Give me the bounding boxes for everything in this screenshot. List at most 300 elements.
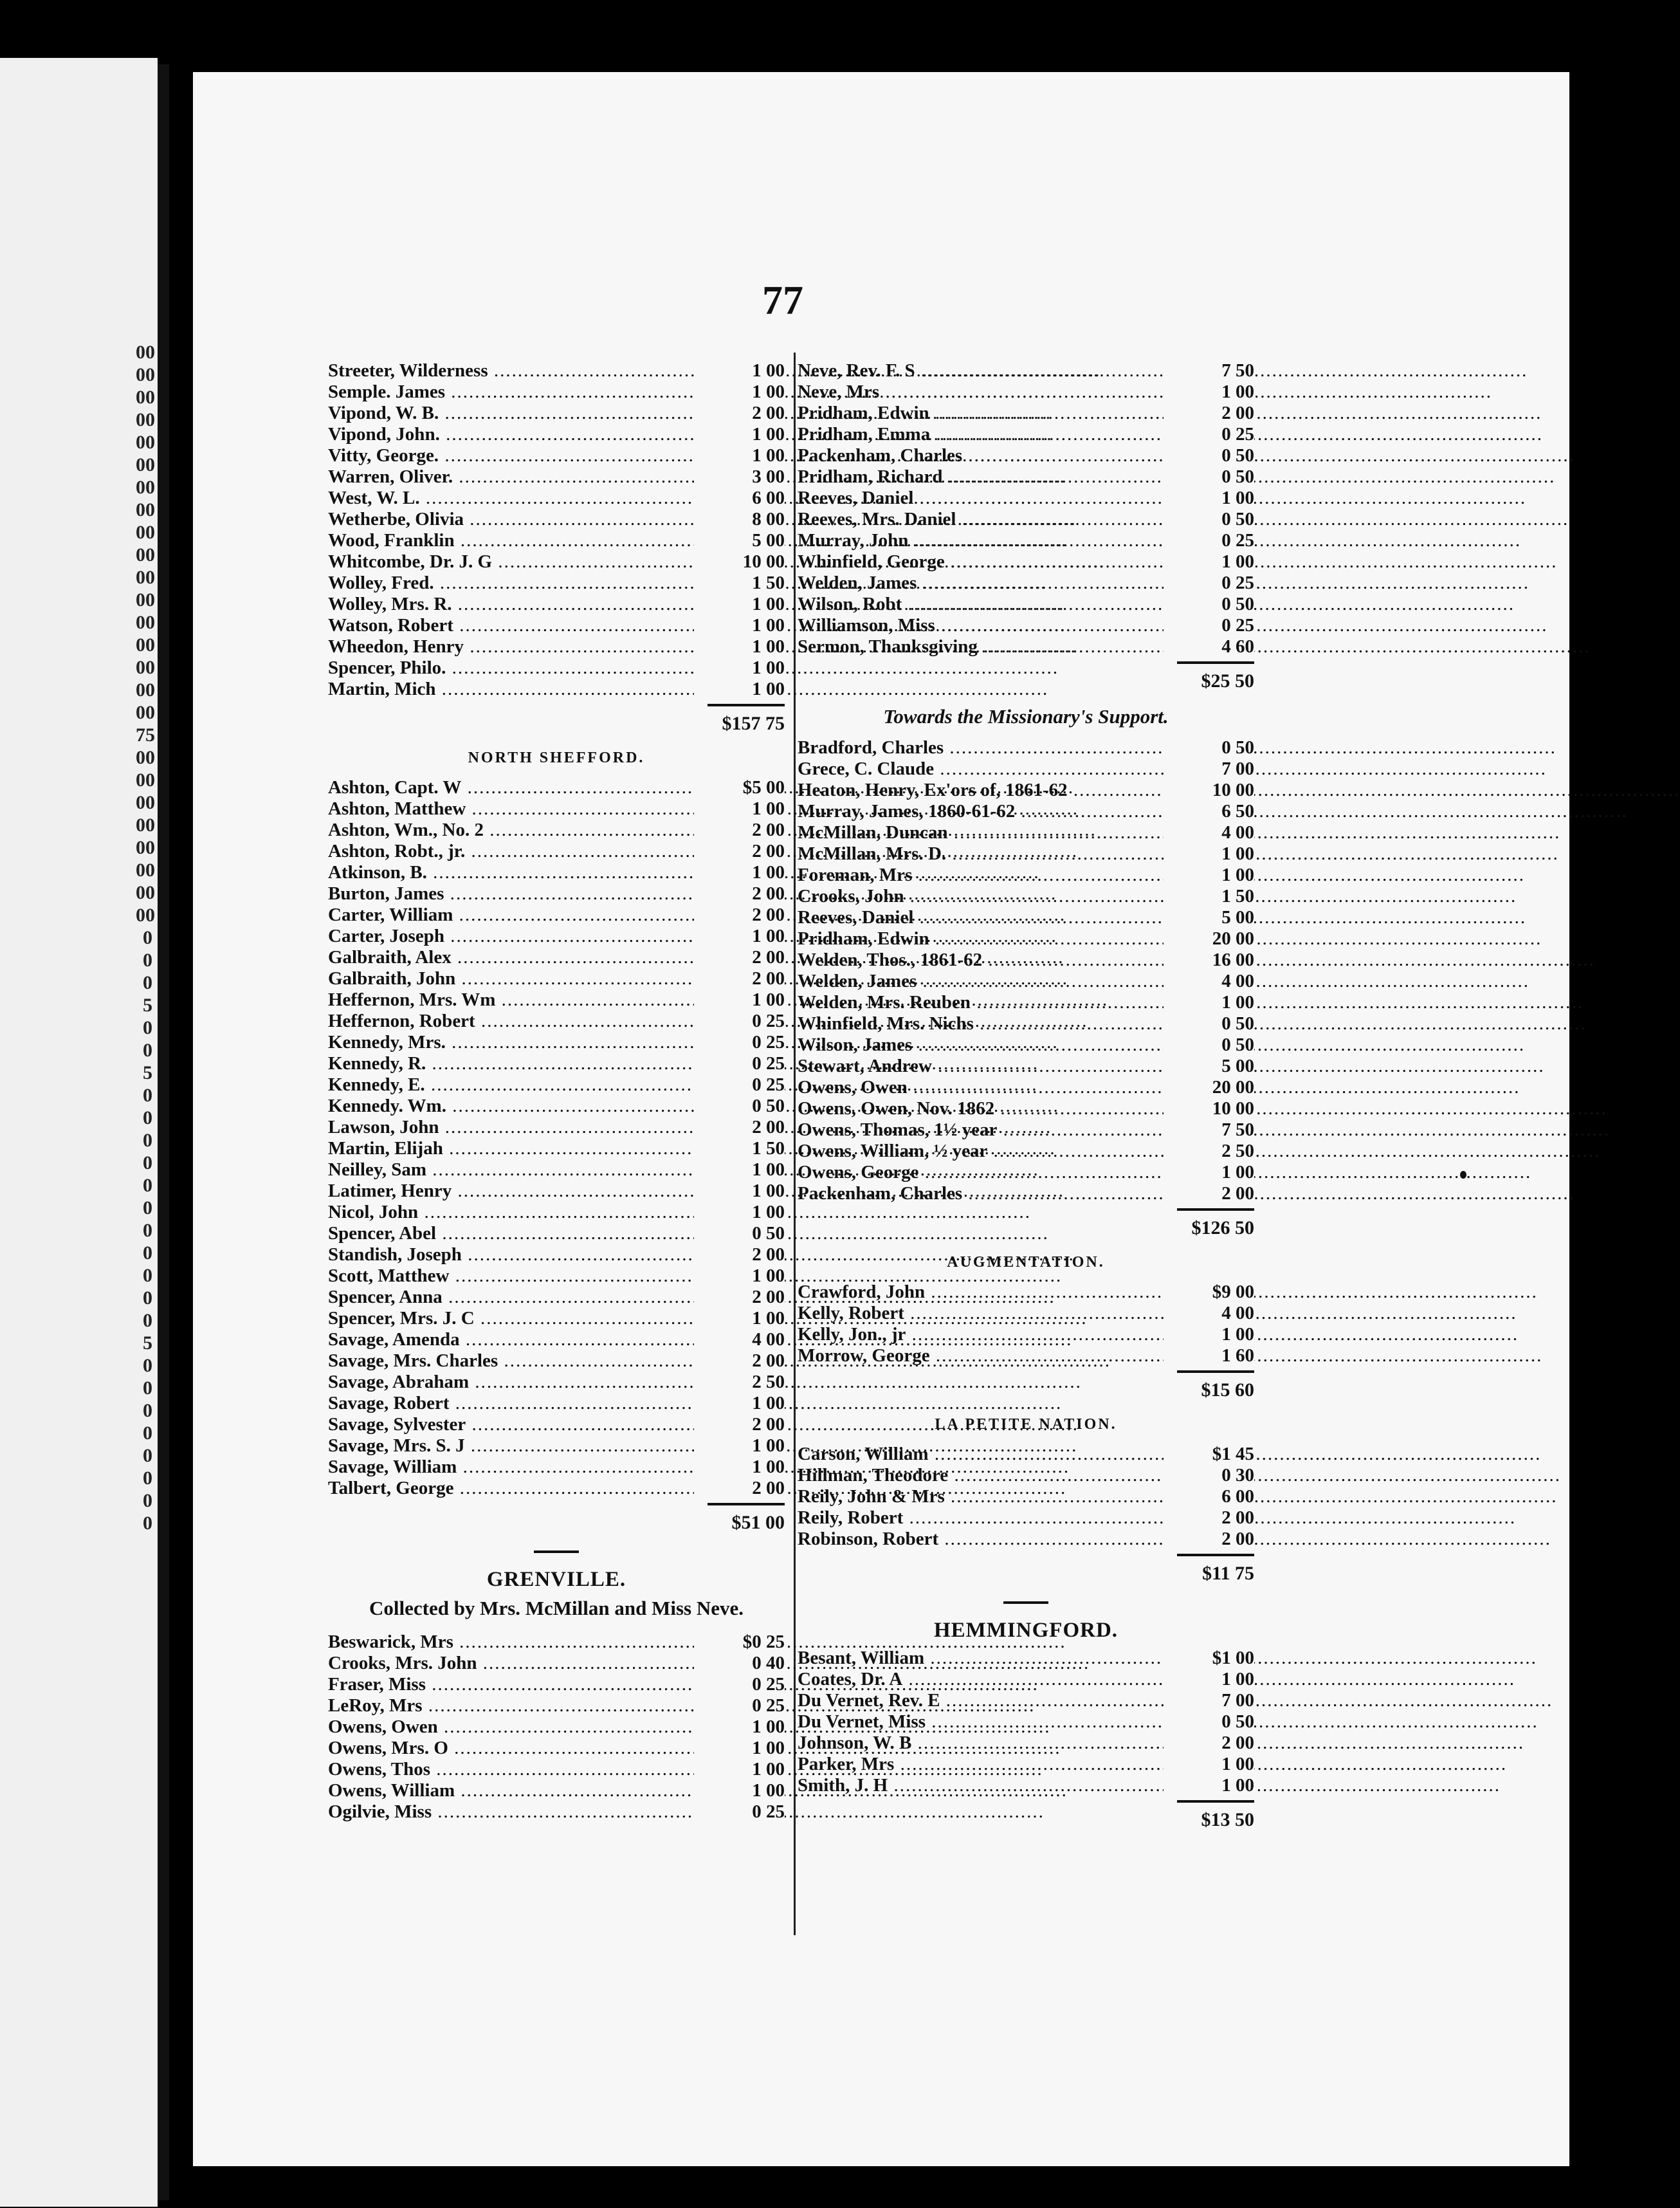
subscription-amount: 10 00 bbox=[694, 551, 785, 573]
amount-fragment: 0 bbox=[143, 1377, 152, 1399]
subscription-amount: 5 00 bbox=[1164, 907, 1254, 928]
subscriber-name: Welden, James ..... bbox=[798, 573, 1171, 594]
subscription-amount: 1 00 bbox=[1164, 1162, 1254, 1183]
subscriber-row bbox=[328, 1032, 785, 1053]
subscription-amount: 6 00 bbox=[694, 488, 785, 509]
subscription-amount: $5 00 bbox=[694, 777, 785, 798]
subscription-amount: 1 00 bbox=[1164, 1669, 1254, 1690]
subscriber-row bbox=[798, 1444, 1254, 1465]
subscription-amount: 1 00 bbox=[1164, 551, 1254, 573]
subscriber-name: Packenham, Charles ..... bbox=[798, 1183, 1171, 1204]
amount-fragment: 0 bbox=[143, 1287, 152, 1309]
subscriber-name: Wilson, James ..... bbox=[798, 1035, 1171, 1056]
subscriber-row bbox=[328, 968, 785, 989]
subscriber-row bbox=[328, 488, 785, 509]
subscriber-row bbox=[798, 1077, 1254, 1098]
subscription-amount: 1 00 bbox=[1164, 1754, 1254, 1775]
subscriber-name: Streeter, Wilderness ..... bbox=[328, 360, 701, 382]
subscription-amount: 1 00 bbox=[694, 1265, 785, 1287]
subscription-amount: 7 50 bbox=[1164, 1119, 1254, 1141]
subscriber-row bbox=[798, 1648, 1254, 1669]
section-heading-la-petite-nation: LA PETITE NATION. bbox=[935, 1416, 1117, 1433]
subscriber-list bbox=[798, 737, 1254, 1204]
subscription-amount: 0 40 bbox=[694, 1653, 785, 1674]
subscriber-row bbox=[798, 928, 1254, 950]
subscription-amount: 0 25 bbox=[694, 1674, 785, 1695]
subscription-amount: 5 00 bbox=[694, 530, 785, 551]
subscriber-row bbox=[798, 636, 1254, 658]
amount-fragment: 0 bbox=[143, 1175, 152, 1196]
subscriber-name: Owens, Mrs. O ..... bbox=[328, 1738, 701, 1759]
subscriber-name: Standish, Joseph ..... bbox=[328, 1244, 701, 1265]
subscriber-name: Kelly, Jon., jr ..... bbox=[798, 1324, 1171, 1345]
subscription-amount: 2 00 bbox=[694, 1244, 785, 1265]
subscriber-row bbox=[798, 1162, 1254, 1183]
subscriber-row bbox=[328, 445, 785, 466]
section-heading-north-shefford: NORTH SHEFFORD. bbox=[468, 750, 645, 766]
amount-fragment: 0 bbox=[143, 972, 152, 993]
amount-fragment: 5 bbox=[143, 1332, 152, 1354]
amount-fragment: 00 bbox=[136, 387, 155, 408]
amount-fragment: 00 bbox=[136, 432, 155, 453]
subscriber-row bbox=[798, 992, 1254, 1013]
amount-fragment: 00 bbox=[136, 477, 155, 498]
subscription-amount: 1 00 bbox=[694, 360, 785, 382]
subscriber-name: Pridham, Edwin ..... bbox=[798, 928, 1171, 950]
subscriber-row bbox=[328, 1329, 785, 1350]
subscription-amount: $1 00 bbox=[1164, 1648, 1254, 1669]
amount-fragment: 00 bbox=[136, 882, 155, 903]
subscriber-name: Pridham, Emma ..... bbox=[798, 424, 1171, 445]
subscription-amount: $9 00 bbox=[1164, 1282, 1254, 1303]
subscriber-row bbox=[798, 1529, 1254, 1550]
subscription-amount: 0 25 bbox=[694, 1032, 785, 1053]
subscriber-name: Wetherbe, Olivia ..... bbox=[328, 509, 701, 530]
amount-fragment: 0 bbox=[143, 1040, 152, 1061]
left-page-amount-fragments bbox=[136, 341, 155, 1534]
subscription-amount: 1 00 bbox=[694, 1759, 785, 1780]
subscription-amount: 1 00 bbox=[694, 1159, 785, 1181]
amount-fragment: 0 bbox=[143, 1467, 152, 1489]
subscriber-name: Robinson, Robert ..... bbox=[798, 1529, 1171, 1550]
amount-fragment: 00 bbox=[136, 589, 155, 611]
amount-fragment: 00 bbox=[136, 567, 155, 588]
subscription-amount: 2 00 bbox=[694, 820, 785, 841]
subscriber-row bbox=[798, 1690, 1254, 1711]
subscription-amount: 2 00 bbox=[694, 1350, 785, 1372]
subscriber-row bbox=[328, 926, 785, 947]
subscriber-list bbox=[328, 360, 785, 700]
subscriber-name: Fraser, Miss ..... bbox=[328, 1674, 701, 1695]
subscription-amount: 1 00 bbox=[694, 636, 785, 658]
subscriber-row bbox=[798, 801, 1254, 822]
subtotal-amount: $157 75 bbox=[722, 713, 785, 734]
subscriber-name: Martin, Mich ..... bbox=[328, 679, 701, 700]
amount-fragment: 00 bbox=[136, 769, 155, 791]
subscription-amount: 6 00 bbox=[1164, 1486, 1254, 1507]
subscriber-row bbox=[798, 759, 1254, 780]
subscriber-name: Besant, William ..... bbox=[798, 1648, 1171, 1669]
subscription-amount: 4 00 bbox=[694, 1329, 785, 1350]
subscription-amount: 0 25 bbox=[694, 1801, 785, 1823]
subscriber-row bbox=[328, 360, 785, 382]
subscriber-row bbox=[798, 1098, 1254, 1119]
subscriber-row bbox=[328, 1653, 785, 1674]
amount-fragment: 00 bbox=[136, 612, 155, 633]
right-column bbox=[798, 360, 1254, 1835]
subscriber-name: Welden, James ..... bbox=[798, 971, 1171, 992]
subscriber-row bbox=[798, 1465, 1254, 1486]
subscription-amount: 3 00 bbox=[694, 466, 785, 488]
subtotal-amount: $126 50 bbox=[1191, 1217, 1254, 1238]
left-column bbox=[328, 360, 785, 1823]
subscriber-name: Neve, Mrs ..... bbox=[798, 382, 1171, 403]
subscription-amount: 1 00 bbox=[1164, 992, 1254, 1013]
subscription-amount: 1 50 bbox=[694, 573, 785, 594]
subscriber-name: Pridham, Richard ..... bbox=[798, 466, 1171, 488]
subscription-amount: 16 00 bbox=[1164, 950, 1254, 971]
subscriber-name: Ashton, Wm., No. 2 ..... bbox=[328, 820, 701, 841]
subscription-amount: 1 60 bbox=[1164, 1345, 1254, 1366]
subscriber-row bbox=[798, 1775, 1254, 1796]
subscription-amount: 1 00 bbox=[694, 679, 785, 700]
amount-fragment: 00 bbox=[136, 905, 155, 926]
subscriber-row bbox=[798, 530, 1254, 551]
subscriber-row bbox=[328, 615, 785, 636]
subscriber-name: Lawson, John ..... bbox=[328, 1117, 701, 1138]
subscription-amount: 2 00 bbox=[1164, 403, 1254, 424]
subscriber-row bbox=[328, 1287, 785, 1308]
subscriber-row bbox=[328, 947, 785, 968]
amount-fragment: 0 bbox=[143, 950, 152, 971]
subscriber-name: Savage, Mrs. S. J ..... bbox=[328, 1435, 701, 1457]
subscription-amount: 1 00 bbox=[694, 1393, 785, 1414]
subscriber-name: Carter, Joseph ..... bbox=[328, 926, 701, 947]
subscriber-row bbox=[328, 820, 785, 841]
subscriber-name: Atkinson, B. ..... bbox=[328, 862, 701, 883]
subscriber-name: Kennedy, E. ..... bbox=[328, 1074, 701, 1096]
subscription-amount: 2 00 bbox=[1164, 1507, 1254, 1529]
subscriber-name: Kennedy, Mrs. ..... bbox=[328, 1032, 701, 1053]
collection-note: Collected by Mrs. McMillan and Miss Neve. bbox=[369, 1597, 744, 1619]
subscriber-name: Scott, Matthew ..... bbox=[328, 1265, 701, 1287]
subtotal-amount: $25 50 bbox=[1201, 670, 1254, 692]
subscription-amount: 2 00 bbox=[694, 403, 785, 424]
subtotal bbox=[798, 1550, 1254, 1588]
amount-fragment: 75 bbox=[136, 724, 155, 746]
subscriber-row bbox=[328, 424, 785, 445]
subscription-amount: 6 50 bbox=[1164, 801, 1254, 822]
subscriber-name: Carter, William ..... bbox=[328, 905, 701, 926]
subscriber-row bbox=[328, 1074, 785, 1096]
subscriber-name: Whinfield, George ..... bbox=[798, 551, 1171, 573]
amount-fragment: 00 bbox=[136, 634, 155, 656]
subscriber-name: Coates, Dr. A ..... bbox=[798, 1669, 1171, 1690]
subscriber-name: Carson, William ..... bbox=[798, 1444, 1171, 1465]
subscriber-row bbox=[328, 1738, 785, 1759]
subscriber-row bbox=[798, 1056, 1254, 1077]
subscriber-row bbox=[328, 1695, 785, 1716]
subscriber-row bbox=[798, 488, 1254, 509]
subtotal-amount: $51 00 bbox=[731, 1512, 785, 1533]
subscriber-row bbox=[328, 1350, 785, 1372]
subscriber-name: Welden, Thos., 1861-62 ..... bbox=[798, 950, 1171, 971]
subscriber-name: Vitty, George. ..... bbox=[328, 445, 701, 466]
subscriber-name: Du Vernet, Miss ..... bbox=[798, 1711, 1171, 1733]
subscriber-name: Murray, John ..... bbox=[798, 530, 1171, 551]
subscriber-row bbox=[328, 1011, 785, 1032]
subscriber-name: Kelly, Robert ..... bbox=[798, 1303, 1171, 1324]
subscription-amount: 0 50 bbox=[1164, 466, 1254, 488]
subscriber-name: Williamson, Miss ..... bbox=[798, 615, 1171, 636]
subscriber-row bbox=[328, 530, 785, 551]
subscription-amount: 1 00 bbox=[694, 382, 785, 403]
subscription-amount: 0 30 bbox=[1164, 1465, 1254, 1486]
subscriber-row bbox=[798, 1486, 1254, 1507]
subscriber-name: Owens, Owen ..... bbox=[328, 1716, 701, 1738]
subscriber-name: Talbert, George ..... bbox=[328, 1478, 701, 1499]
amount-fragment: 0 bbox=[143, 1017, 152, 1038]
subscriber-name: Heffernon, Mrs. Wm ..... bbox=[328, 989, 701, 1011]
subscriber-row bbox=[328, 1393, 785, 1414]
subscription-amount: 7 00 bbox=[1164, 759, 1254, 780]
amount-fragment: 0 bbox=[143, 1422, 152, 1444]
subscription-amount: 4 00 bbox=[1164, 1303, 1254, 1324]
subscriber-row bbox=[798, 594, 1254, 615]
subscription-amount: 1 00 bbox=[1164, 1324, 1254, 1345]
subscriber-list bbox=[798, 1282, 1254, 1366]
subscriber-row bbox=[798, 1303, 1254, 1324]
amount-fragment: 00 bbox=[136, 454, 155, 475]
subscriber-name: Galbraith, John ..... bbox=[328, 968, 701, 989]
subscriber-list bbox=[798, 1444, 1254, 1550]
subscriber-name: Savage, Amenda ..... bbox=[328, 1329, 701, 1350]
subscriber-name: Owens, Owen ..... bbox=[798, 1077, 1171, 1098]
subscriber-name: Owens, Owen, Nov. 1862 ..... bbox=[798, 1098, 1171, 1119]
subscription-amount: 1 00 bbox=[1164, 1775, 1254, 1796]
subscription-amount: 0 50 bbox=[694, 1096, 785, 1117]
subscription-amount: 4 00 bbox=[1164, 822, 1254, 843]
subscription-amount: 1 00 bbox=[1164, 843, 1254, 865]
subscriber-row bbox=[328, 1674, 785, 1695]
subscription-amount: 0 25 bbox=[694, 1053, 785, 1074]
subscriber-name: Owens, William ..... bbox=[328, 1780, 701, 1801]
subscription-amount: 2 00 bbox=[694, 905, 785, 926]
subscriber-name: Ashton, Robt., jr. ..... bbox=[328, 841, 701, 862]
subscriber-row bbox=[328, 1265, 785, 1287]
subscriber-name: Owens, Thos ..... bbox=[328, 1759, 701, 1780]
subscription-amount: 1 00 bbox=[694, 862, 785, 883]
subscriber-row bbox=[328, 841, 785, 862]
amount-fragment: 0 bbox=[143, 1490, 152, 1511]
subscription-amount: 0 50 bbox=[694, 1223, 785, 1244]
subscription-amount: 0 25 bbox=[1164, 615, 1254, 636]
subscriber-name: Nicol, John ..... bbox=[328, 1202, 701, 1223]
amount-fragment: 00 bbox=[136, 747, 155, 768]
subscription-amount: 1 00 bbox=[694, 1181, 785, 1202]
subscription-amount: 0 50 bbox=[1164, 737, 1254, 759]
subscriber-row bbox=[798, 1733, 1254, 1754]
amount-fragment: 5 bbox=[143, 995, 152, 1016]
subtotal-amount: $13 50 bbox=[1201, 1809, 1254, 1830]
subscriber-row bbox=[798, 360, 1254, 382]
subscriber-row bbox=[798, 615, 1254, 636]
subscriber-name: Packenham, Charles ..... bbox=[798, 445, 1171, 466]
subtotal bbox=[798, 1204, 1254, 1243]
subscriber-name: Spencer, Mrs. J. C ..... bbox=[328, 1308, 701, 1329]
subscription-amount: 1 00 bbox=[694, 798, 785, 820]
subscription-amount: 2 00 bbox=[694, 1414, 785, 1435]
subtotal bbox=[798, 1796, 1254, 1835]
subscription-amount: 1 50 bbox=[1164, 886, 1254, 907]
subtotal-amount: $11 75 bbox=[1202, 1563, 1254, 1584]
subscriber-name: Owens, William, ½ year ..... bbox=[798, 1141, 1171, 1162]
subscriber-name: Savage, Robert ..... bbox=[328, 1393, 701, 1414]
subscriber-name: Pridham, Edwin ..... bbox=[798, 403, 1171, 424]
subscriber-row bbox=[798, 1324, 1254, 1345]
subscriber-row bbox=[328, 509, 785, 530]
subscription-amount: 1 00 bbox=[694, 445, 785, 466]
subscriber-name: Reeves, Daniel ..... bbox=[798, 488, 1171, 509]
subscription-amount: 2 00 bbox=[1164, 1183, 1254, 1204]
subscriber-name: Neve, Rev. F. S ..... bbox=[798, 360, 1171, 382]
subscriber-name: Du Vernet, Rev. E ..... bbox=[798, 1690, 1171, 1711]
subscriber-row bbox=[798, 886, 1254, 907]
amount-fragment: 0 bbox=[143, 1400, 152, 1421]
amount-fragment: 0 bbox=[143, 1513, 152, 1534]
subscription-amount: 1 50 bbox=[694, 1138, 785, 1159]
amount-fragment: 0 bbox=[143, 1220, 152, 1241]
subscriber-row bbox=[328, 1308, 785, 1329]
subscriber-row bbox=[328, 636, 785, 658]
subscription-amount: 0 25 bbox=[694, 1074, 785, 1096]
subscription-amount: 0 50 bbox=[1164, 1035, 1254, 1056]
amount-fragment: 00 bbox=[136, 657, 155, 678]
subscription-amount: 0 50 bbox=[1164, 445, 1254, 466]
subscription-amount: 10 00 bbox=[1164, 1098, 1254, 1119]
subtotal bbox=[798, 658, 1254, 696]
subscriber-row bbox=[328, 551, 785, 573]
subtotal bbox=[328, 700, 785, 739]
subscription-amount: 20 00 bbox=[1164, 928, 1254, 950]
subscriber-row bbox=[328, 905, 785, 926]
subscriber-name: Wilson, Robt ..... bbox=[798, 594, 1171, 615]
subscriber-row bbox=[798, 1711, 1254, 1733]
subscriber-name: Vipond, W. B. ..... bbox=[328, 403, 701, 424]
subscriber-name: McMillan, Mrs. D. ..... bbox=[798, 843, 1171, 865]
subscriber-row bbox=[328, 382, 785, 403]
subscriber-name: Owens, Thomas, 1½ year ..... bbox=[798, 1119, 1171, 1141]
subscriber-row bbox=[798, 780, 1254, 801]
subscriber-row bbox=[798, 445, 1254, 466]
subscription-amount: 1 00 bbox=[1164, 488, 1254, 509]
subscriber-name: Vipond, John. ..... bbox=[328, 424, 701, 445]
subscriber-row bbox=[328, 862, 785, 883]
amount-fragment: 0 bbox=[143, 1107, 152, 1128]
subscription-amount: 2 00 bbox=[694, 841, 785, 862]
subscriber-row bbox=[798, 573, 1254, 594]
subscriber-row bbox=[328, 1759, 785, 1780]
subscriber-list bbox=[798, 1648, 1254, 1796]
amount-fragment: 0 bbox=[143, 1355, 152, 1376]
subscriber-row bbox=[328, 1372, 785, 1393]
subscriber-name: Bradford, Charles ..... bbox=[798, 737, 1171, 759]
subscriber-row bbox=[798, 737, 1254, 759]
section-heading-hemmingford: HEMMINGFORD. bbox=[933, 1619, 1118, 1642]
subscription-amount: 1 00 bbox=[694, 424, 785, 445]
amount-fragment: 00 bbox=[136, 860, 155, 881]
subscriber-row bbox=[798, 971, 1254, 992]
subscriber-row bbox=[798, 822, 1254, 843]
subscriber-name: Spencer, Philo. ..... bbox=[328, 658, 701, 679]
subscriber-name: Burton, James ..... bbox=[328, 883, 701, 905]
subscriber-name: Reeves, Mrs. Daniel ..... bbox=[798, 509, 1171, 530]
subscriber-name: West, W. L. ..... bbox=[328, 488, 701, 509]
subscription-amount: 1 00 bbox=[694, 658, 785, 679]
subscriber-list bbox=[798, 360, 1254, 658]
subscriber-row bbox=[798, 1035, 1254, 1056]
page-number: 77 bbox=[762, 277, 803, 323]
book-gutter bbox=[158, 64, 169, 2200]
subscription-amount: 1 00 bbox=[694, 1202, 785, 1223]
subscriber-row bbox=[328, 1096, 785, 1117]
subscription-amount: 0 25 bbox=[1164, 530, 1254, 551]
subscriber-name: Warren, Oliver. ..... bbox=[328, 466, 701, 488]
subscriber-name: LeRoy, Mrs ..... bbox=[328, 1695, 701, 1716]
subscription-amount: 1 00 bbox=[694, 1457, 785, 1478]
subscriber-name: Parker, Mrs ..... bbox=[798, 1754, 1171, 1775]
subscription-amount: 1 00 bbox=[1164, 382, 1254, 403]
subscriber-name: Owens, George ..... bbox=[798, 1162, 1171, 1183]
subscriber-row bbox=[328, 679, 785, 700]
subscriber-name: Beswarick, Mrs ..... bbox=[328, 1632, 701, 1653]
subscriber-name: Heffernon, Robert ..... bbox=[328, 1011, 701, 1032]
subscriber-row bbox=[798, 1507, 1254, 1529]
subscription-amount: 0 50 bbox=[1164, 1013, 1254, 1035]
amount-fragment: 00 bbox=[136, 522, 155, 543]
subscriber-row bbox=[798, 382, 1254, 403]
subscriber-name: Whinfield, Mrs. Nichs ..... bbox=[798, 1013, 1171, 1035]
subscription-amount: 1 00 bbox=[694, 989, 785, 1011]
subscription-amount: 2 00 bbox=[1164, 1529, 1254, 1550]
subscription-amount: 4 60 bbox=[1164, 636, 1254, 658]
subscriber-name: Wolley, Mrs. R. ..... bbox=[328, 594, 701, 615]
subscription-amount: 2 00 bbox=[694, 1478, 785, 1499]
subscriber-row bbox=[328, 1181, 785, 1202]
subscriber-name: Watson, Robert ..... bbox=[328, 615, 701, 636]
subscriber-row bbox=[328, 1780, 785, 1801]
subscriber-row bbox=[328, 1159, 785, 1181]
subscriber-name: Sermon, Thanksgiving ..... bbox=[798, 636, 1171, 658]
subscriber-row bbox=[798, 1013, 1254, 1035]
subscriber-name: Semple. James ..... bbox=[328, 382, 701, 403]
subscription-amount: 0 25 bbox=[1164, 573, 1254, 594]
subscription-amount: 5 00 bbox=[1164, 1056, 1254, 1077]
subscription-amount: 2 50 bbox=[694, 1372, 785, 1393]
subscriber-name: Kennedy, R. ..... bbox=[328, 1053, 701, 1074]
subscriber-row bbox=[328, 466, 785, 488]
subscriber-name: Reeves, Daniel ..... bbox=[798, 907, 1171, 928]
amount-fragment: 00 bbox=[136, 499, 155, 520]
subscriber-row bbox=[328, 1435, 785, 1457]
subscriber-name: Crooks, John ..... bbox=[798, 886, 1171, 907]
subscriber-name: Spencer, Abel ..... bbox=[328, 1223, 701, 1244]
amount-fragment: 00 bbox=[136, 702, 155, 723]
subscriber-name: Heaton, Henry, Ex'ors of, 1861-62 ..... bbox=[798, 780, 1171, 801]
subscriber-row bbox=[328, 658, 785, 679]
subscriber-row bbox=[328, 1138, 785, 1159]
subscription-amount: $1 45 bbox=[1164, 1444, 1254, 1465]
